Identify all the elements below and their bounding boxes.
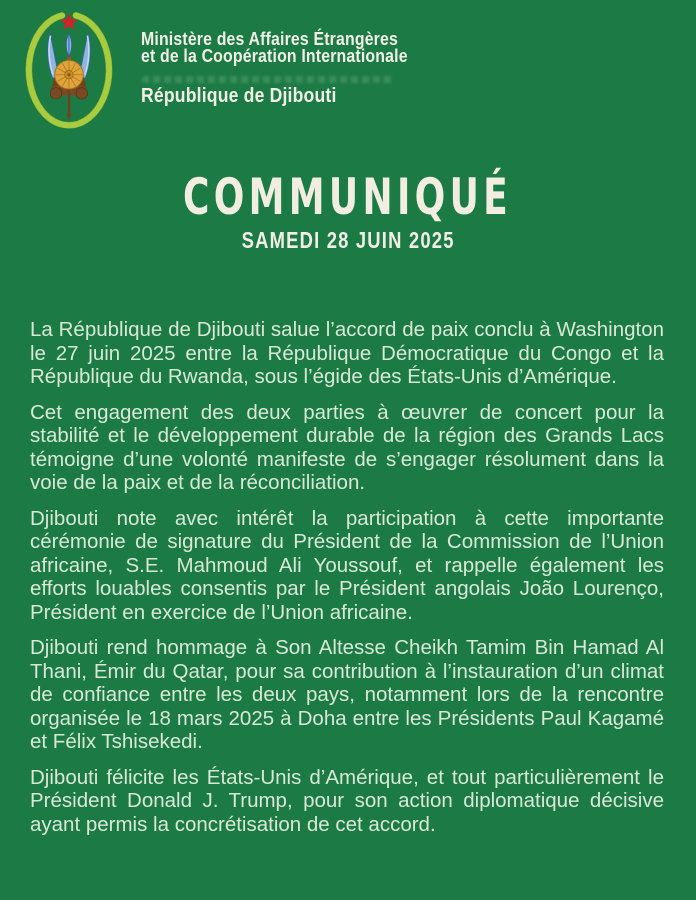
paragraph-4: Djibouti rend hommage à Son Altesse Cheikh Tamim Bin Hamad Al Thani, Émir du Qatar, pour sa contribution à l’instauration d’un climat de confiance entre les deux pays, notamment lors de la rencontre organisée le 18 mars 2025 à Doha entre les Présidents Paul Kagamé et Félix Tshisekedi. bbox=[30, 636, 664, 753]
faint-watermark-line bbox=[142, 76, 394, 83]
paragraph-5: Djibouti félicite les États-Unis d’Amérique, et tout particulièrement le Président Donald J. Trump, pour son action diplomatique décisive ayant permis la concrétisation de cet accord. bbox=[30, 765, 664, 836]
ministry-name-block bbox=[141, 31, 481, 65]
djibouti-emblem-icon bbox=[20, 7, 116, 131]
republic-name: République de Djibouti bbox=[141, 85, 337, 107]
coat-of-arms-logo bbox=[20, 7, 116, 131]
paragraph-1: La République de Djibouti salue l’accord de paix conclu à Washington le 27 juin 2025 entre la République Démocratique du Congo et la République du Rwanda, sous l’égide des États-Unis d’Amérique. bbox=[30, 318, 664, 388]
communique-body bbox=[30, 318, 664, 848]
communique-title: COMMUNIQUÉ bbox=[183, 168, 513, 226]
communique-date: SAMEDI 28 JUIN 2025 bbox=[241, 227, 455, 253]
ministry-name-line1: Ministère des Affaires Étrangères bbox=[141, 29, 399, 49]
ministry-name-line2: et de la Coopération Internationale bbox=[141, 46, 408, 66]
paragraph-2: Cet engagement des deux parties à œuvrer de concert pour la stabilité et le développement durable de la région des Grands Lacs témoigne d’une volonté manifeste de s’engager résolument dans la voie de la paix et de la réconciliation. bbox=[30, 400, 664, 494]
paragraph-3: Djibouti note avec intérêt la participation à cette importante cérémonie de signature du Président de la Commission de l’Union africaine, S.E. Mahmoud Ali Youssouf, et rappelle également les efforts louables consentis par le Président angolais João Lourenço, Président en exercice de l’Union africaine. bbox=[30, 506, 664, 624]
